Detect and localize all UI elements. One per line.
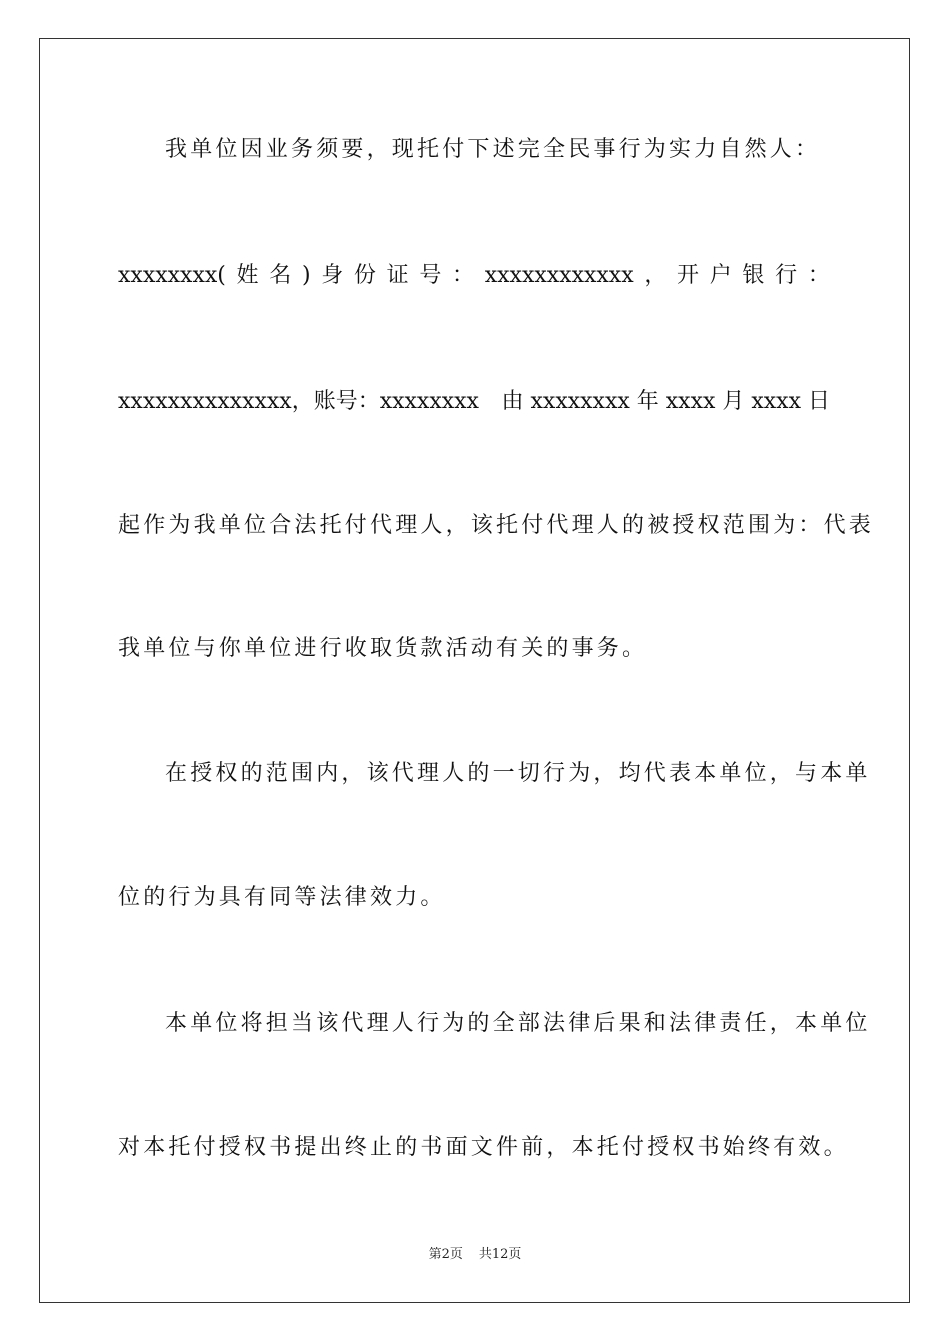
text-segment: ：: [452, 263, 475, 288]
paragraph-3-line-1: 本单位将担当该代理人行为的全部法律后果和法律责任，本单位: [165, 1011, 871, 1036]
text-segment: 户: [709, 263, 732, 288]
text-segment: xxxxxxxxxxxx: [484, 263, 634, 288]
page-footer: [0, 1246, 950, 1264]
paragraph-2-line-2: 位的行为具有同等法律效力。: [118, 885, 446, 910]
paragraph-1-line-2: [118, 262, 830, 290]
paragraph-1-line-5: 我单位与你单位进行收取货款活动有关的事务。: [118, 636, 648, 661]
paragraph-1-line-4: 起作为我单位合法托付代理人，该托付代理人的被授权范围为：代表: [118, 513, 875, 538]
text-segment: xxxxxxxxxxxxxx，账号：xxxxxxxx: [118, 389, 479, 414]
page-total: 共12页: [478, 1247, 522, 1262]
text-segment: ：: [807, 263, 830, 288]
text-segment: 证: [386, 263, 409, 288]
page-border: [39, 38, 910, 1303]
text-segment: 银: [742, 263, 765, 288]
text-segment: 由 xxxxxxxx 年 xxxx 月 xxxx 日: [501, 389, 830, 414]
paragraph-3-line-2: 对本托付授权书提出终止的书面文件前，本托付授权书始终有效。: [118, 1135, 849, 1160]
text-segment: 号: [419, 263, 442, 288]
text-segment: ): [301, 263, 311, 288]
text-segment: 份: [353, 263, 376, 288]
text-segment: 行: [775, 263, 798, 288]
paragraph-2-line-1: 在授权的范围内，该代理人的一切行为，均代表本单位，与本单: [165, 761, 871, 786]
text-segment: 名: [269, 263, 292, 288]
text-segment: xxxxxxxx(: [118, 263, 226, 288]
text-segment: ，: [644, 263, 667, 288]
page-number: 第2页: [428, 1247, 463, 1262]
text-segment: 身: [321, 263, 344, 288]
text-segment: 姓: [236, 263, 259, 288]
paragraph-1-line-1: 我单位因业务须要，现托付下述完全民事行为实力自然人：: [165, 137, 821, 162]
text-segment: 开: [677, 263, 700, 288]
paragraph-1-line-3: [118, 388, 830, 416]
